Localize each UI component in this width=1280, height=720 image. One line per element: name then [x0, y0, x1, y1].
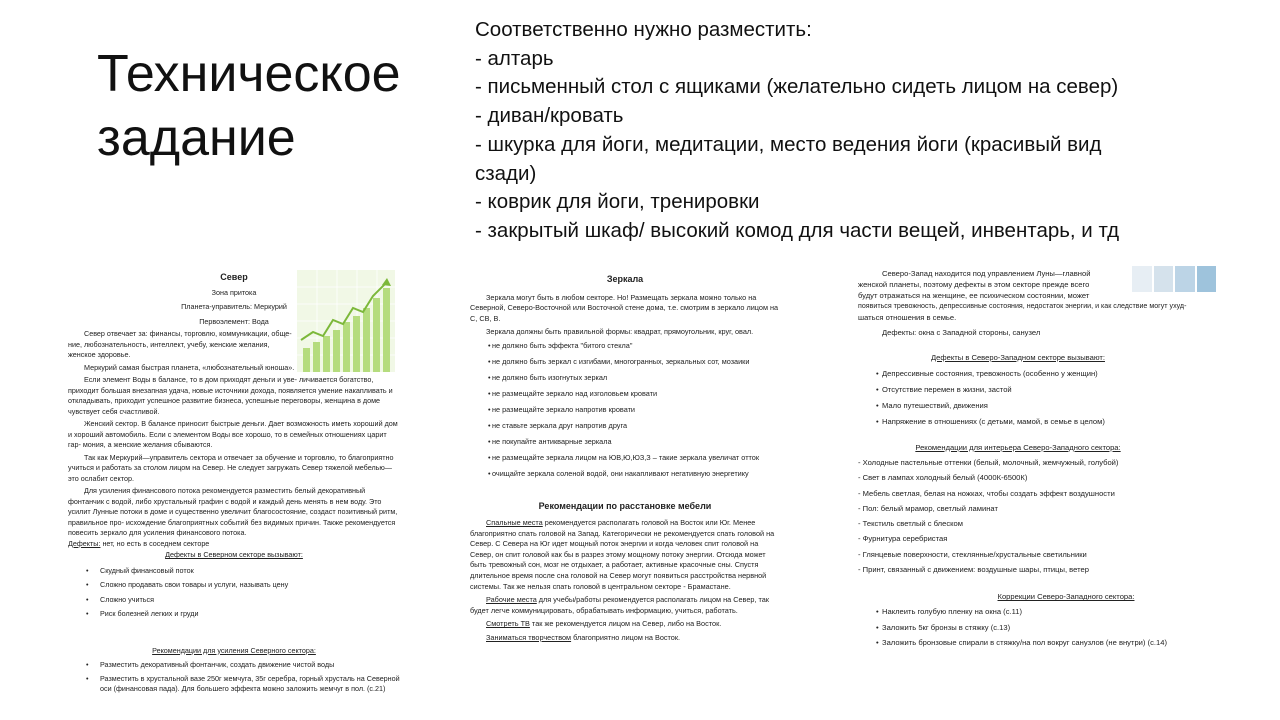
doc-north-defects-list: [68, 566, 400, 620]
art-text: благоприятно лицом на Восток.: [571, 632, 681, 642]
swatch-image: [1197, 266, 1217, 292]
requirements-heading: Соответственно нужно разместить:: [475, 18, 812, 41]
list-item: - Свет в лампах холодный белый (4000К-6500К): [858, 473, 1028, 483]
doc-mirrors-list: [470, 341, 780, 479]
requirement-item: - алтарь: [475, 46, 554, 70]
list-item: • Напряжение в отношениях (с детьми, мамой, в семье в целом): [858, 416, 1220, 427]
requirement-item: - коврик для йоги, тренировки: [475, 190, 760, 214]
doc-nw-defects-heading: Дефекты в Северо-Западном секторе вызывают:: [931, 353, 1105, 362]
doc-mirrors-para: Зеркала могут быть в любом секторе. Но! Размещать зеркала можно только на Северной, Северо-Восточной или Восточной стене дома, т.е. смотрим в зеркало лицом на С, СВ, В.: [470, 292, 779, 323]
slide-title: [97, 42, 447, 170]
doc-nw-para: будут отражаться на женщине, ее психическом состоянии, может: [858, 291, 1090, 300]
title-line-1: Техническое: [97, 45, 401, 103]
doc-north-para: Для усиления финансового потока рекомендуется разместить белый декоративный фонтанчик с водой, либо хрустальный графин с водой и каждый день менять в нем воду. Это усилит Лунные потоки в доме и существенно увеличит благосостояние, создаст позитивный ритм, правильное про- исхождение благоприятных событий без видимых причин. Также рекомендуется повесить зеркало для усиления финансового потока.: [68, 486, 398, 537]
list-item: • Заложить 5кг бронзы в стяжку (с.13): [858, 622, 1220, 633]
list-item: • Сложно продавать свои товары и услуги, называть цену: [68, 580, 400, 591]
work-label: Рабочие места: [486, 595, 537, 605]
doc-mirrors-para: Зеркала должны быть правильной формы: квадрат, прямоугольник, круг, овал.: [486, 327, 754, 337]
doc-mirrors-title: Зеркала: [606, 274, 644, 284]
doc-nw-corrections-list: [858, 606, 1220, 648]
doc-north-defects-heading: Дефекты в Северном секторе вызывают:: [165, 550, 303, 559]
swatch-image: [1175, 266, 1195, 292]
title-line-2: задание: [97, 109, 296, 167]
art-label: Заниматься творчеством: [486, 632, 572, 642]
list-item: • Разместить в хрустальной вазе 250г жемчуга, 35г серебра, горный хрусталь на Северной оси (финансовая пада). Для большего эффекта можно заложить жемчуг в пол. (с.21): [68, 674, 400, 695]
doc-nw-para: Дефекты: окна с Западной стороны, санузел: [882, 328, 1041, 337]
color-swatch-images: [1132, 266, 1216, 292]
list-item: - Глянцевые поверхности, стеклянные/хрустальные светильники: [858, 549, 1087, 559]
tv-label: Смотреть ТВ: [486, 619, 530, 629]
list-item: - Холодные пастельные оттенки (белый, молочный, жемчужный, голубой): [858, 458, 1119, 467]
list-item: • Отсутствие перемен в жизни, застой: [858, 384, 1220, 395]
doc-work-para: [470, 595, 780, 616]
list-item: • не покупайте антикварные зеркала: [470, 437, 780, 448]
doc-north-para: Так как Меркурий—управитель сектора и отвечает за обучение и торговлю, то благоприятно учиться и работать за столом лицом на Север. Не следует загружать Север тяжелой мебелью—это ослабит сектор.: [68, 452, 394, 483]
sleep-label: Спальные места: [486, 518, 543, 528]
swatch-image: [1154, 266, 1174, 292]
list-item: • Разместить декоративный фонтанчик, создать движение чистой воды: [68, 660, 400, 671]
doc-nw-para: шаться отношения в семье.: [858, 313, 957, 322]
list-item: • Скудный финансовый поток: [68, 566, 400, 577]
list-item: - Мебель светлая, белая на ножках, чтобы создать эффект воздушности: [858, 488, 1115, 498]
doc-art-para: [470, 633, 780, 644]
requirement-item: - диван/кровать: [475, 104, 624, 128]
doc-furniture-heading: Рекомендации по расстановке мебели: [538, 501, 712, 512]
requirement-item: - письменный стол с ящиками (желательно сидеть лицом на север): [475, 75, 1119, 99]
doc-mirrors: [470, 272, 780, 644]
list-item: - Текстиль светлый с блеском: [858, 519, 963, 529]
sleep-text: рекомендуется располагать головой на Восток или Юг. Менее благоприятно спать головой на Запад. Категорически не рекомендуется спать головой на Север. С Севера на Юг идет мощный поток энергии и когда человек спит головой на Север, он спит головой как бы в разрез этому мощному потоку энергии. Отсюда может быть тревожный сон, мозг не отдыхает, а работает, активные красочные сны. Спустя длительное время после сна головой на Север могут появиться расстройства нервной системы. Так же нельзя спать головой в центральном секторе - Брамастане.: [470, 518, 775, 591]
list-item: - Принт, связанный с движением: воздушные шары, птицы, ветер: [858, 565, 1089, 575]
defects-text: нет, но есть в соседнем секторе: [100, 538, 210, 548]
doc-tv-para: [470, 619, 780, 630]
tv-text: так же рекомендуется лицом на Север, либо на Восток.: [529, 619, 722, 629]
list-item: • Риск болезней легких и груди: [68, 609, 400, 620]
list-item: • не должно быть эффекта "битого стекла": [470, 341, 780, 352]
defects-label: Дефекты:: [68, 538, 101, 548]
list-item: • не ставьте зеркала друг напротив друга: [470, 421, 780, 432]
list-item: • Мало путешествий, движения: [858, 400, 1220, 411]
list-item: • не размещайте зеркало напротив кровати: [470, 405, 780, 416]
doc-northwest: [858, 268, 1220, 648]
doc-nw-interior-heading: Рекомендации для интерьера Северо-Западного сектора:: [915, 443, 1121, 452]
requirement-item: - закрытый шкаф/ высокий комод для части вещей, инвентарь, и тд: [475, 218, 1120, 242]
doc-nw-interior-list: [858, 457, 1220, 575]
list-item: - Пол: белый мрамор, светлый ламинат: [858, 503, 998, 513]
doc-north-rec-list: [68, 660, 400, 695]
doc-north-para: Если элемент Воды в балансе, то в дом приходят деньги и уве- личивается богатство, приходит большая внезапная удача, новые источники дохода, появляется умение накапливать и откладывать, приходит успешное развитие бизнеса, успешные переговоры, женщина в доме чувствует себя счастливой.: [68, 375, 393, 416]
doc-north-para: Север отвечает за: финансы, торговлю, коммуникации, обще- ние, любознательность, интеллект, учебу, женские желания, женское здоровье.: [68, 329, 292, 359]
requirement-item: сзади): [475, 161, 537, 185]
requirements-list: [475, 16, 1275, 246]
list-item: • Наклеить голубую пленку на окна (с.11): [858, 606, 1220, 617]
requirement-item: - шкурка для йоги, медитации, место ведения йоги (красивый вид: [475, 132, 1102, 156]
doc-north-para: Меркурий самая быстрая планета, «любознательный юноша».: [84, 362, 295, 372]
doc-nw-para: женской планеты, поэтому дефекты в этом секторе прежде всего: [858, 280, 1090, 289]
swatch-image: [1132, 266, 1152, 292]
doc-north-title: Север: [220, 272, 248, 282]
list-item: • не должно быть зеркал с изгибами, многогранных, зеркальных сот, мозаики: [470, 357, 780, 368]
list-item: • Сложно учиться: [68, 595, 400, 606]
doc-north-subtitle: Первоэлемент: Вода: [199, 316, 269, 326]
list-item: - Фурнитура серебристая: [858, 534, 948, 544]
list-item: • Депрессивные состояния, тревожность (особенно у женщин): [858, 368, 1220, 379]
list-item: • очищайте зеркала соленой водой, они накапливают негативную энергетику: [470, 469, 780, 480]
doc-nw-corrections-heading: Коррекции Северо-Западного сектора:: [997, 592, 1135, 602]
finance-chart-image: [297, 270, 395, 372]
doc-north-para: Женский сектор. В балансе приносит быстрые деньги. Дает возможность иметь хороший дом и хороший автомобиль. Если с элементом Воды все хорошо, то в семейных отношениях царит гар- мония, а женские желания сбываются.: [68, 419, 398, 449]
doc-nw-para: появиться тревожность, депрессивные состояния, недостаток энергии, и как следствие могут ухуд-: [858, 302, 1187, 310]
doc-nw-para: Северо-Запад находится под управлением Луны—главной: [882, 269, 1091, 278]
doc-north-subtitle: Планета-управитель: Меркурий: [181, 302, 287, 311]
doc-north-subtitle: Зона притока: [211, 287, 257, 297]
list-item: • не размещайте зеркала лицом на ЮВ,Ю,ЮЗ,З – такие зеркала увеличат отток: [470, 453, 780, 464]
work-text: для учебы/работы рекомендуется располагать лицом на Север, так будет легче коммуницировать, обрабатывать информацию, учиться, работать.: [470, 595, 770, 615]
list-item: • не размещайте зеркало над изголовьем кровати: [470, 389, 780, 400]
doc-north-rec-heading: Рекомендации для усиления Северного сектора:: [152, 645, 316, 655]
doc-nw-defects-list: [858, 368, 1220, 427]
doc-north-defects-line: [68, 539, 400, 550]
list-item: • не должно быть изогнутых зеркал: [470, 373, 780, 384]
list-item: • Заложить бронзовые спирали в стяжку/на пол вокруг санузлов (не внутри) (с.14): [858, 637, 1220, 648]
doc-sleep-para: [470, 518, 780, 592]
